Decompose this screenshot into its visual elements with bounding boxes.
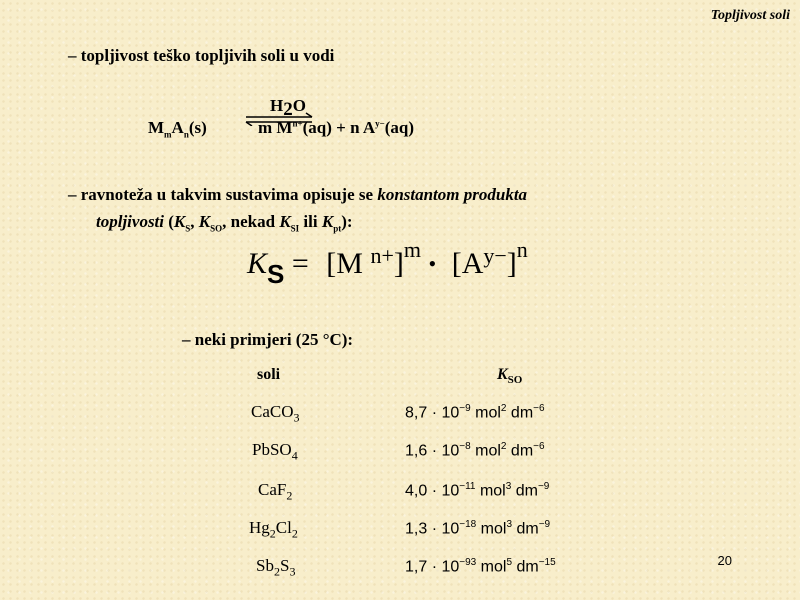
bullet-examples: – neki primjeri (25 °C): xyxy=(182,330,354,349)
col-header-k: $K_{SO}$ xyxy=(497,366,523,387)
table-row-salt: $Sb_2S_3$ xyxy=(256,556,296,579)
table-row-k: $1,3 \cdot 10^{-18}$ mol$^3$ $dm^{-9}$ xyxy=(405,519,551,538)
table-row-salt: CaF$_2$ xyxy=(258,480,293,503)
slide-title: Topljivost soli xyxy=(710,8,790,23)
table-row-salt: PbSO$_4$ xyxy=(252,440,298,463)
table-row-salt: CaCO$_3$ xyxy=(251,402,300,425)
equation-left: $M_mA_n(s)$ xyxy=(148,118,207,140)
page-number: 20 xyxy=(717,553,732,568)
solvent-label: $H_2O$ xyxy=(270,96,306,120)
ksp-formula: KS = [M $^{n+}$]$^m$ • $[A^{y-}]^n$ xyxy=(247,237,528,289)
bullet-equilibrium-line2: topljivosti ($K_S$, $K_{SO}$, nekad $K_{SI}$ ili $K_{pt}$): xyxy=(96,212,353,234)
table-row-k: $4,0 \cdot 10^{-11}$ mol$^3$ $dm^{-9}$ xyxy=(405,481,550,500)
col-header-salt: soli xyxy=(257,366,281,383)
equation-right: m $M^{n+}(aq) + n$ $A^{y-}(aq)$ xyxy=(258,118,415,137)
table-row-k: $1,6 \cdot 10^{-8}$ mol$^2$ $dm^{-6}$ xyxy=(405,441,545,460)
table-row-k: $1,7 \cdot 10^{-93}$ mol$^5$ $dm^{-15}$ xyxy=(405,557,556,576)
bullet-equilibrium: – ravnoteža u takvim sustavima opisuje se konstantom produkta xyxy=(68,185,528,204)
table-row-salt: $Hg_2Cl_2$ xyxy=(249,518,298,541)
table-row-k: $8,7 \cdot 10^{-9}$ mol$^2$ $dm^{-6}$ xyxy=(405,403,545,422)
bullet-solubility: – topljivost teško topljivih soli u vodi xyxy=(68,46,335,65)
